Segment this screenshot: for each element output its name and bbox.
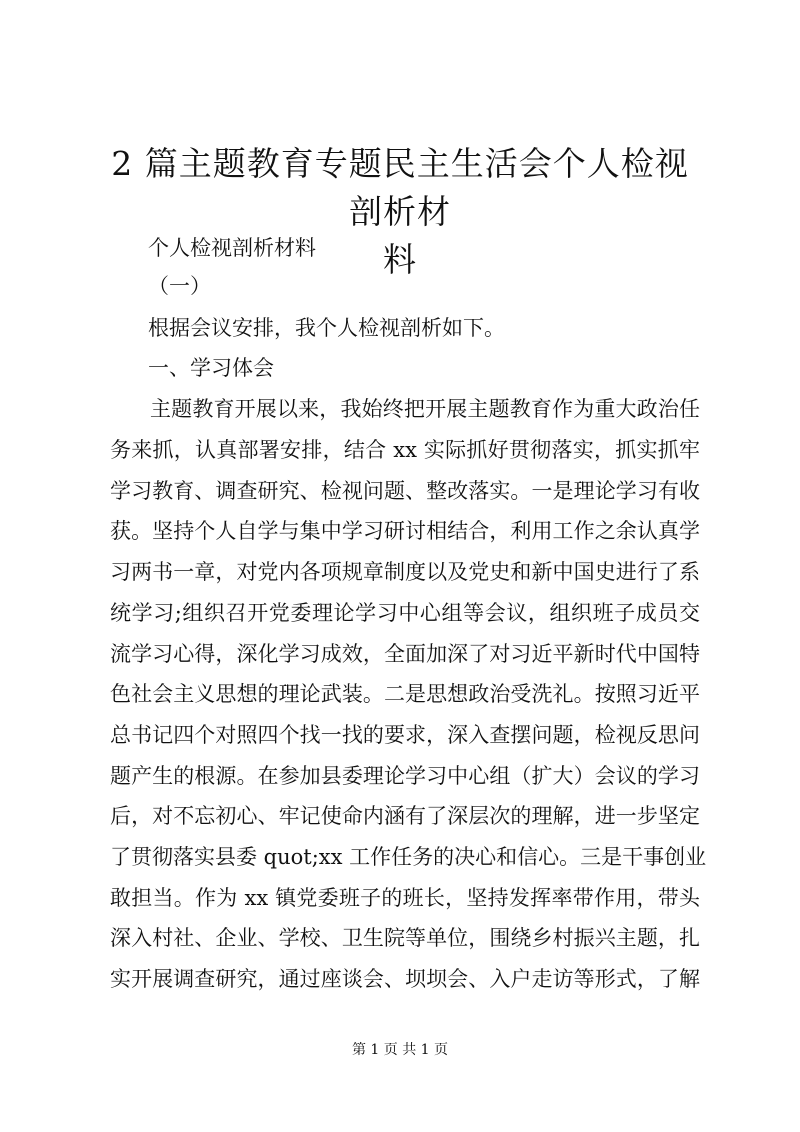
body-line: 统学习;组织召开党委理论学习中心组等会议，组织班子成员交 xyxy=(110,601,700,625)
body-line: 后，对不忘初心、牢记使命内涵有了深层次的理解，进一步坚定 xyxy=(110,804,700,828)
page-footer: 第 1 页 共 1 页 xyxy=(351,1042,449,1058)
subtitle: 个人检视剖析材料 xyxy=(148,236,316,260)
section-marker: （一） xyxy=(148,274,211,298)
title-line-1: 2 篇主题教育专题民主生活会个人检视剖析材 xyxy=(111,144,689,231)
body-line: 获。坚持个人自学与集中学习研讨相结合，利用工作之余认真学 xyxy=(110,519,700,543)
body-line: 总书记四个对照四个找一找的要求，深入查摆问题，检视反思问 xyxy=(110,723,700,747)
body-line: 了贯彻落实县委 quot;xx 工作任务的决心和信心。三是干事创业 xyxy=(110,845,707,869)
body-line: 深入村社、企业、学校、卫生院等单位，围绕乡村振兴主题，扎 xyxy=(110,926,700,950)
intro-paragraph: 根据会议安排，我个人检视剖析如下。 xyxy=(148,316,505,340)
body-line: 题产生的根源。在参加县委理论学习中心组（扩大）会议的学习 xyxy=(110,764,700,788)
body-line: 务来抓，认真部署安排，结合 xx 实际抓好贯彻落实，抓实抓牢 xyxy=(110,438,700,462)
body-line: 色社会主义思想的理论武装。二是思想政治受洗礼。按照习近平 xyxy=(110,682,700,706)
body-line: 主题教育开展以来，我始终把开展主题教育作为重大政治任 xyxy=(150,397,700,421)
body-line: 实开展调查研究，通过座谈会、坝坝会、入户走访等形式，了解 xyxy=(110,967,700,991)
body-line: 敢担当。作为 xx 镇党委班子的班长，坚持发挥率带作用，带头 xyxy=(110,886,700,910)
body-line: 学习教育、调查研究、检视问题、整改落实。一是理论学习有收 xyxy=(110,479,700,503)
body-line: 习两书一章，对党内各项规章制度以及党史和新中国史进行了系 xyxy=(110,560,700,584)
section-heading: 一、学习体会 xyxy=(148,356,274,380)
title-line-2: 料 xyxy=(383,240,417,279)
body-line: 流学习心得，深化学习成效，全面加深了对习近平新时代中国特 xyxy=(110,642,700,666)
